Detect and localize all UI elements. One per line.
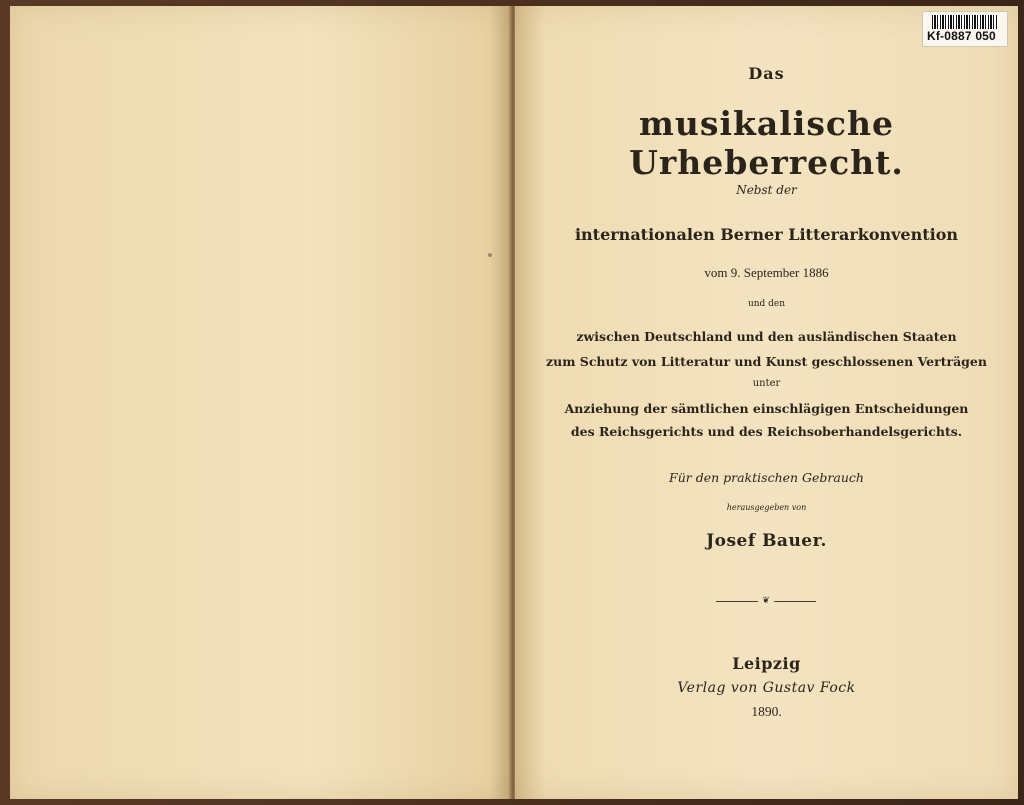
imprint-year: 1890.	[751, 704, 782, 719]
unter-line: unter	[752, 378, 781, 389]
library-label	[922, 11, 1008, 47]
body-line-2: zum Schutz von Litteratur und Kunst geschlossenen Verträgen	[546, 354, 987, 369]
ornament-flourish-icon: ❦	[762, 596, 770, 606]
ornament-divider	[716, 596, 816, 606]
convention-line: internationalen Berner Litterarkonvention	[574, 225, 959, 244]
subtitle-nebst: Nebst der	[736, 183, 797, 197]
und-den-line: und den	[747, 299, 786, 309]
ornament-line-right	[774, 601, 816, 602]
author-name: Josef Bauer.	[706, 531, 827, 551]
title-line-das: Das	[748, 64, 785, 83]
purpose-line: Für den praktischen Gebrauch	[669, 470, 864, 485]
page-speck	[488, 253, 492, 257]
imprint-city: Leipzig	[732, 654, 801, 673]
editor-note: herausgegeben von	[726, 503, 807, 512]
shelfmark-text: Kf-0887 050	[927, 29, 996, 43]
body-line-4: des Reichsgerichts und des Reichsoberhandelsgerichts.	[570, 424, 963, 439]
body-line-1: zwischen Deutschland und den ausländischen Staaten	[576, 329, 957, 344]
barcode-icon	[932, 15, 998, 29]
imprint-publisher: Verlag von Gustav Fock	[677, 680, 856, 696]
main-title: musikalische Urheberrecht.	[629, 104, 904, 182]
ornament-line-left	[716, 601, 758, 602]
left-page-blank	[10, 6, 510, 799]
label-suffix: 050	[975, 29, 996, 43]
body-line-3: Anziehung der sämtlichen einschlägigen Entscheidungen	[564, 401, 969, 416]
convention-date: vom 9. September 1886	[704, 265, 829, 280]
